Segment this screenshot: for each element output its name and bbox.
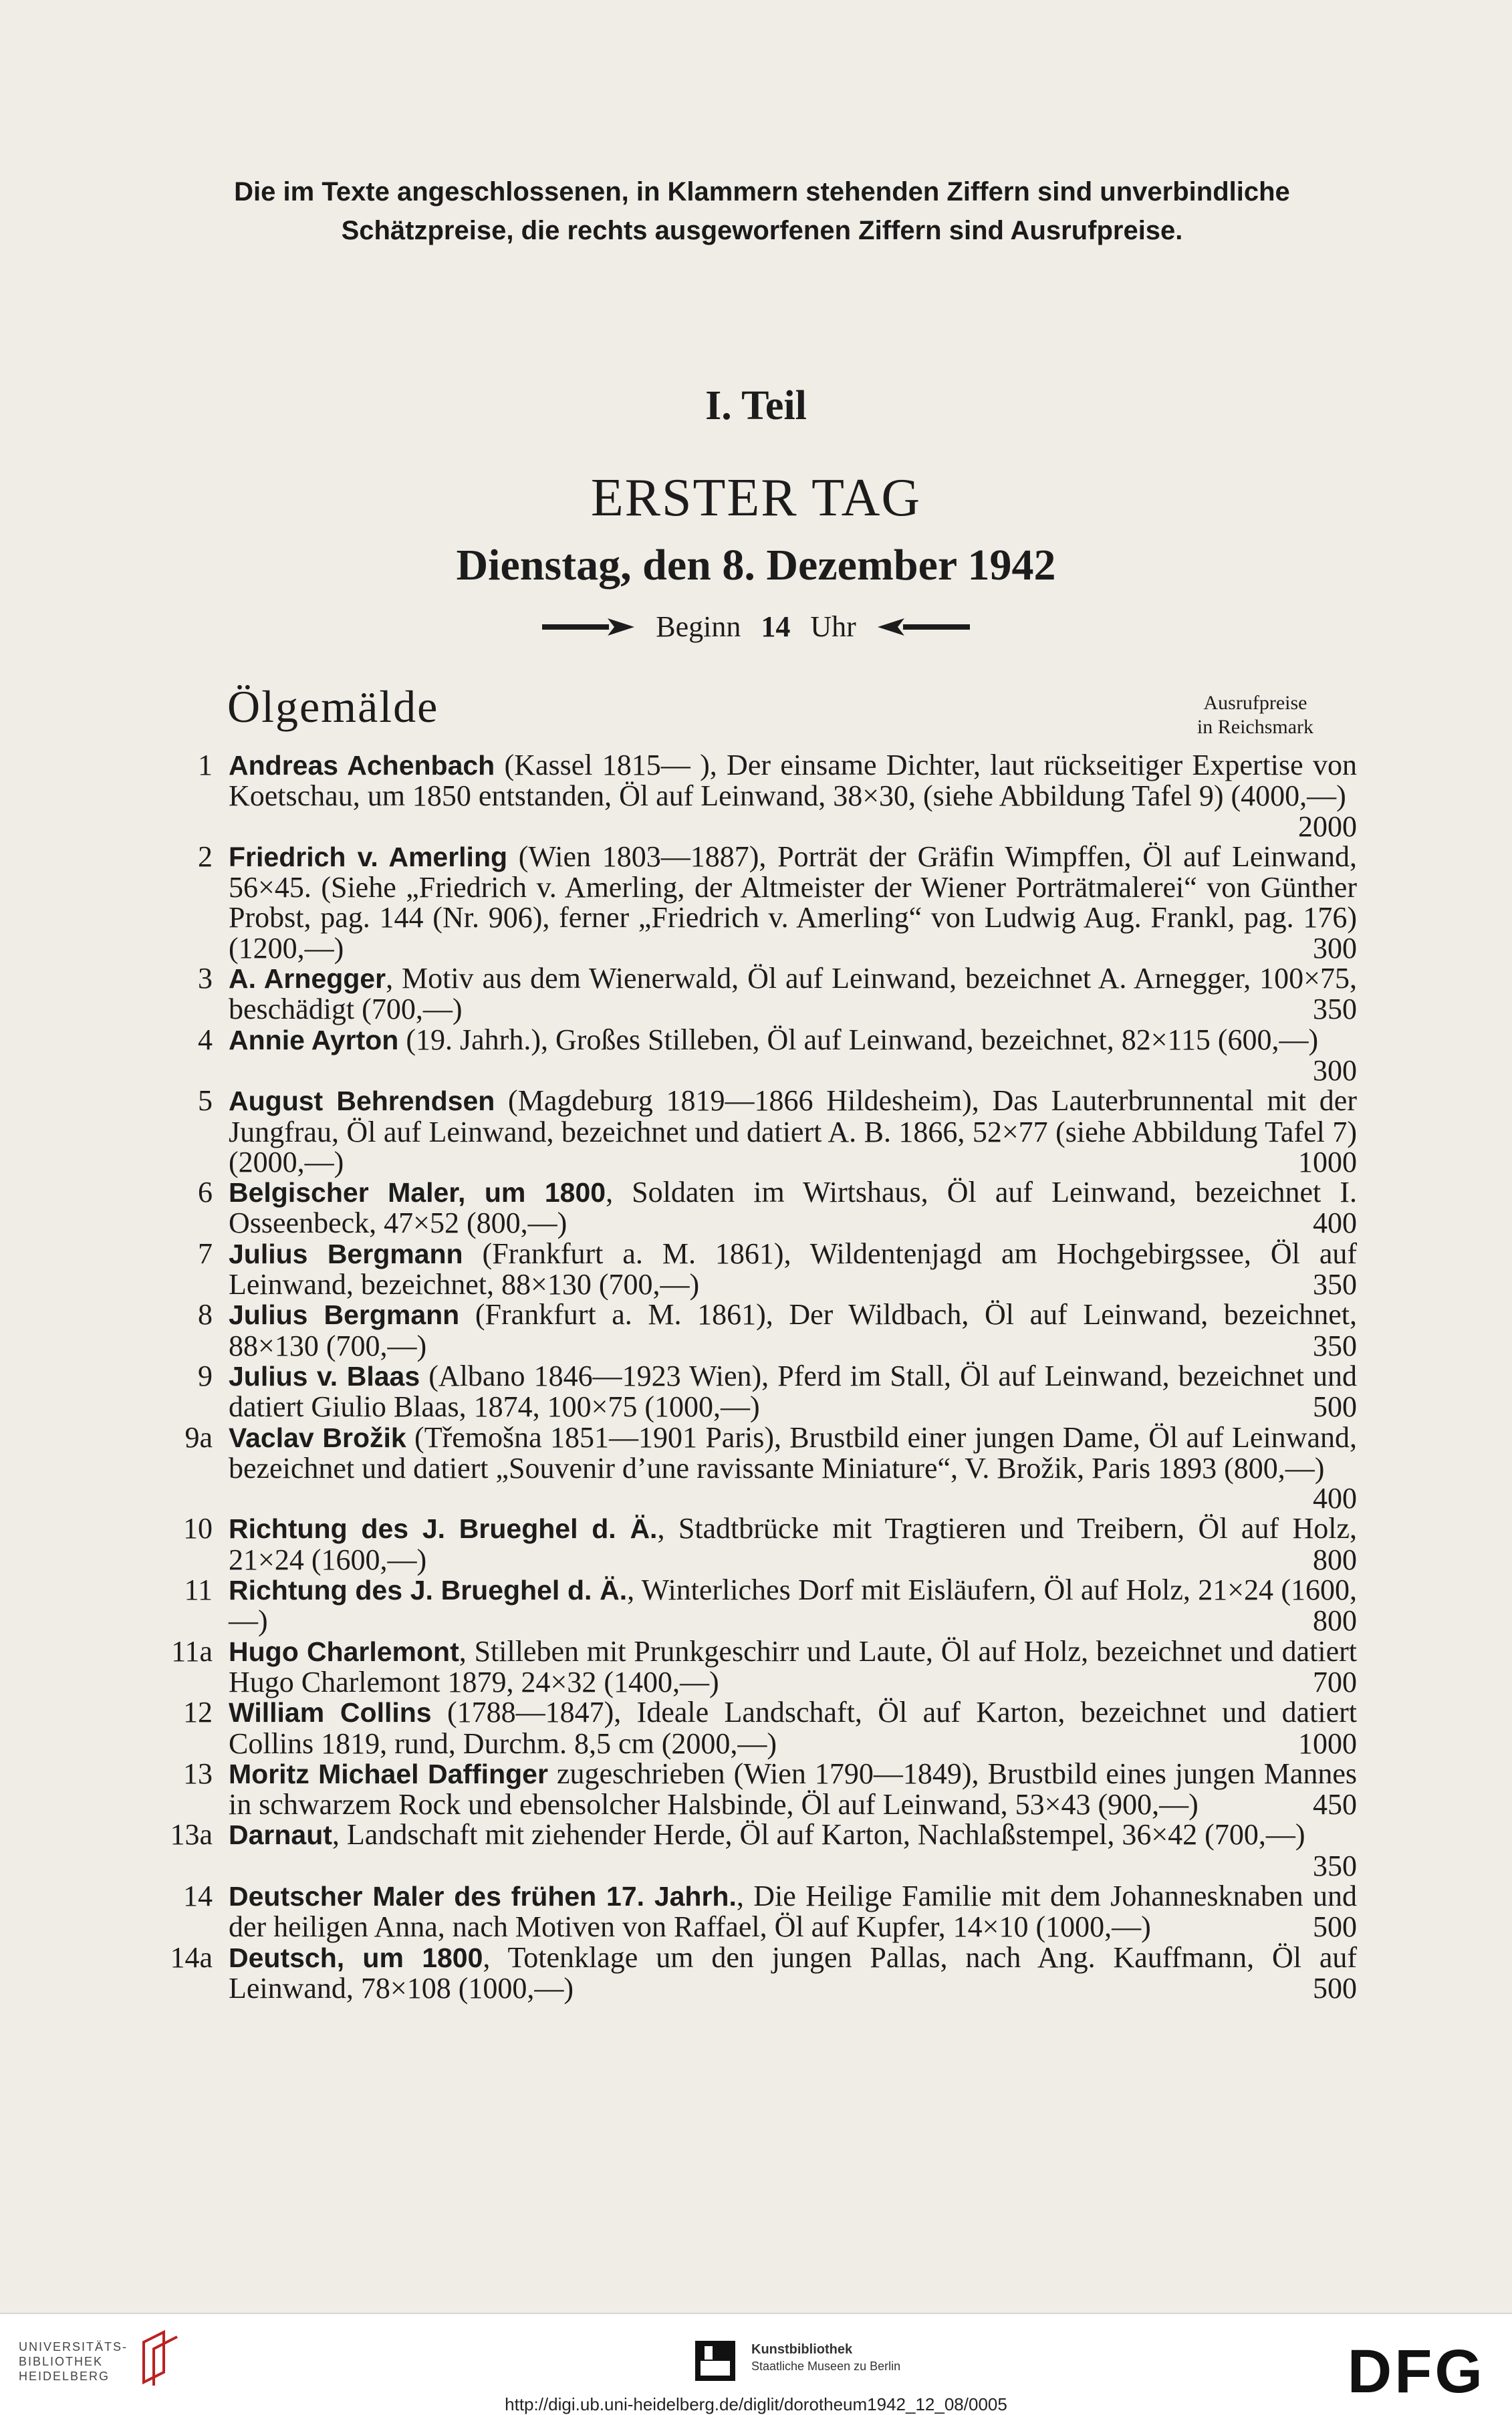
- lot-price: 700: [1313, 1665, 1357, 1698]
- lot-entry: [167, 1636, 1357, 1698]
- lot-description: [229, 842, 1357, 963]
- lot-details: , Soldaten im Wirtshaus, Öl auf Leinwand, bezeichnet I. Osseenbeck, 47×52 (800,—): [229, 1176, 1357, 1240]
- lot-description: [229, 1942, 1357, 2004]
- lot-description: [229, 1697, 1357, 1759]
- lot-price: 400: [1313, 1482, 1357, 1515]
- begin-time: [0, 610, 1512, 644]
- section-title: Ölgemälde: [227, 681, 439, 732]
- date-title: Dienstag, den 8. Dezember 1942: [456, 541, 1056, 590]
- lot-details: (Albano 1846—1923 Wien), Pferd im Stall, Öl auf Leinwand, bezeichnet und datiert Giulio Blaas, 1874, 100×75 (1000,—): [229, 1359, 1357, 1424]
- lot-price: 450: [1313, 1788, 1357, 1821]
- lot-description: [229, 1819, 1357, 1881]
- lot-number: 9a: [184, 1420, 213, 1454]
- lot-entry: [167, 1177, 1357, 1239]
- lot-entry: [167, 1299, 1357, 1361]
- arrow-left-icon: [876, 617, 970, 637]
- lot-price: 350: [1313, 1329, 1357, 1362]
- day-title: ERSTER TAG: [590, 469, 922, 527]
- lot-entry: [167, 842, 1357, 963]
- lot-price: 500: [1313, 1971, 1357, 2005]
- lot-price: 300: [1313, 1053, 1357, 1087]
- lot-number: 11: [184, 1573, 213, 1607]
- lot-description: [229, 1881, 1357, 1942]
- lot-details: (Frankfurt a. M. 1861), Wildentenjagd am Hochgebirgssee, Öl auf Leinwand, bezeichnet, 88×130 (700,—): [229, 1237, 1357, 1301]
- lot-artist: Richtung des J. Brueghel d. Ä.: [229, 1575, 628, 1606]
- lot-details: , Die Heilige Familie mit dem Johannesknaben und der heiligen Anna, nach Motiven von Raffael, Öl auf Kupfer, 14×10 (1000,—): [229, 1879, 1357, 1944]
- begin-hour: 14: [761, 610, 791, 643]
- lot-number: 2: [198, 840, 213, 873]
- lot-details: , Motiv aus dem Wienerwald, Öl auf Leinwand, bezeichnet A. Arnegger, 100×75, beschädigt (700,—): [229, 962, 1357, 1026]
- university-logo-icon: [137, 2329, 184, 2389]
- university-line: BIBLIOTHEK: [19, 2355, 104, 2368]
- lot-description: [229, 1361, 1357, 1422]
- lot-entry: [167, 1025, 1357, 1086]
- lot-number: 9: [198, 1359, 213, 1392]
- lot-description: [229, 1513, 1357, 1575]
- kunstbibliothek-label: [751, 2341, 900, 2374]
- lot-description: [229, 963, 1357, 1025]
- lot-price: 400: [1313, 1206, 1357, 1240]
- lot-artist: Julius Bergmann: [229, 1238, 463, 1269]
- lot-details: (1788—1847), Ideale Landschaft, Öl auf Karton, bezeichnet und datiert Collins 1819, rund, Durchm. 8,5 cm (2000,—): [229, 1696, 1357, 1760]
- lot-number: 8: [198, 1298, 213, 1331]
- lot-description: [229, 750, 1357, 842]
- lot-description: [229, 1177, 1357, 1239]
- lot-entry: [167, 1575, 1357, 1636]
- lot-artist: Deutscher Maler des frühen 17. Jahrh.: [229, 1880, 737, 1912]
- lot-artist: Darnaut: [229, 1819, 332, 1851]
- lot-description: [229, 1759, 1357, 1820]
- lot-artist: Friedrich v. Amerling: [229, 841, 508, 872]
- lot-list: [167, 750, 1357, 2003]
- lot-artist: Julius v. Blaas: [229, 1360, 420, 1392]
- lot-artist: Richtung des J. Brueghel d. Ä.: [229, 1513, 658, 1545]
- lot-details: (Magdeburg 1819—1866 Hildesheim), Das Lauterbrunnental mit der Jungfrau, Öl auf Leinwand, bezeichnet und datiert A. B. 1866, 52×77 (siehe Abbildung Tafel 7) (2000,—): [229, 1084, 1357, 1178]
- begin-label: Beginn: [656, 610, 741, 643]
- lot-artist: Andreas Achenbach: [229, 750, 495, 781]
- price-header-line2: in Reichsmark: [1196, 716, 1314, 738]
- lot-number: 4: [198, 1023, 213, 1056]
- kunstbibliothek-logo-icon: [695, 2341, 735, 2381]
- lot-details: (19. Jahrh.), Großes Stilleben, Öl auf Leinwand, bezeichnet, 82×115 (600,—): [398, 1023, 1319, 1056]
- lot-description: [229, 1025, 1357, 1086]
- lot-price: 1000: [1298, 1727, 1357, 1760]
- price-column-header: [1155, 691, 1356, 739]
- lot-entry: [167, 1422, 1357, 1514]
- lot-details: , Totenklage um den jungen Pallas, nach Ang. Kauffmann, Öl auf Leinwand, 78×108 (1000,—): [229, 1940, 1358, 2005]
- university-line: UNIVERSITÄTS-: [19, 2340, 128, 2354]
- footer-bar: [0, 2313, 1512, 2415]
- lot-entry: [167, 1759, 1357, 1820]
- lot-details: , Stadtbrücke mit Tragtieren und Treibern, Öl auf Holz, 21×24 (1600,—): [229, 1512, 1358, 1576]
- price-header-line1: Ausrufpreise: [1203, 692, 1307, 714]
- lot-number: 13: [183, 1757, 213, 1790]
- lot-entry: [167, 1361, 1357, 1422]
- lot-number: 12: [183, 1696, 213, 1729]
- part-title: I. Teil: [705, 383, 807, 428]
- lot-number: 14a: [170, 1940, 213, 1974]
- lot-entry: [167, 1819, 1357, 1881]
- lot-price: 350: [1313, 1268, 1357, 1301]
- lot-number: 13a: [170, 1818, 213, 1852]
- begin-unit: Uhr: [810, 610, 856, 643]
- lot-number: 14: [183, 1879, 213, 1912]
- university-line: HEIDELBERG: [19, 2370, 110, 2383]
- university-library-name: [19, 2339, 128, 2384]
- lot-price: 2000: [1298, 809, 1357, 843]
- lot-number: 11a: [171, 1634, 213, 1668]
- lot-price: 350: [1313, 1849, 1357, 1882]
- lot-price: 800: [1313, 1543, 1357, 1576]
- dfg-logo: DFG: [1347, 2337, 1485, 2406]
- lot-number: 1: [198, 749, 213, 781]
- lot-details: (Wien 1803—1887), Porträt der Gräfin Wimpffen, Öl auf Leinwand, 56×45. (Siehe „Friedrich v. Amerling, der Altmeister der Wiener Porträtmalerei“ von Günther Probst, pag. 144 (Nr. 906), ferner „Friedrich v. Amerling“ von Ludwig Aug. Frankl, pag. 176) (1200,—): [229, 840, 1357, 965]
- lot-description: [229, 1636, 1357, 1698]
- lot-entry: [167, 1942, 1357, 2004]
- lot-description: [229, 1422, 1357, 1514]
- source-url[interactable]: http://digi.ub.uni-heidelberg.de/diglit/dorotheum1942_12_08/0005: [505, 2394, 1007, 2414]
- lot-entry: [167, 1239, 1357, 1300]
- lot-artist: William Collins: [229, 1697, 432, 1729]
- header-note: Die im Texte angeschlossenen, in Klammern stehenden Ziffern sind unverbindliche Schätzpreise, die rechts ausgeworfenen Ziffern sind Ausrufpreise.: [234, 177, 1290, 245]
- lot-number: 5: [198, 1084, 213, 1118]
- lot-entry: [167, 750, 1357, 842]
- lot-entry: [167, 1513, 1357, 1575]
- lot-details: (Třemošna 1851—1901 Paris), Brustbild einer jungen Dame, Öl auf Leinwand, bezeichnet und datiert „Souvenir d’une ravissante Miniature“, V. Brožik, Paris 1893 (800,—): [229, 1420, 1357, 1485]
- lot-entry: [167, 1086, 1357, 1177]
- lot-price: 300: [1313, 931, 1357, 965]
- lot-entry: [167, 963, 1357, 1025]
- lot-details: zugeschrieben (Wien 1790—1849), Brustbild eines jungen Mannes in schwarzem Rock und ebensolcher Halsbinde, Öl auf Leinwand, 53×43 (900,—): [229, 1757, 1357, 1821]
- lot-entry: [167, 1881, 1357, 1942]
- lot-description: [229, 1239, 1357, 1300]
- lot-number: 10: [183, 1512, 213, 1545]
- lot-details: (Kassel 1815— ), Der einsame Dichter, laut rückseitiger Expertise von Koetschau, um 1850 entstanden, Öl auf Leinwand, 38×30, (siehe Abbildung Tafel 9) (4000,—): [229, 749, 1357, 813]
- lot-artist: A. Arnegger: [229, 963, 386, 995]
- lot-artist: August Behrendsen: [229, 1086, 495, 1117]
- arrow-right-icon: [542, 617, 636, 637]
- lot-description: [229, 1086, 1357, 1177]
- lot-details: , Winterliches Dorf mit Eisläufern, Öl auf Holz, 21×24 (1600,—): [229, 1573, 1357, 1638]
- lot-artist: Hugo Charlemont: [229, 1636, 459, 1667]
- lot-description: [229, 1299, 1357, 1361]
- lot-number: 7: [198, 1237, 213, 1270]
- lot-details: (Frankfurt a. M. 1861), Der Wildbach, Öl auf Leinwand, bezeichnet, 88×130 (700,—): [229, 1298, 1358, 1362]
- lot-artist: Julius Bergmann: [229, 1299, 460, 1331]
- kb-sub: Staatliche Museen zu Berlin: [751, 2360, 901, 2373]
- lot-price: 350: [1313, 993, 1357, 1026]
- lot-description: [229, 1575, 1357, 1636]
- lot-artist: Belgischer Maler, um 1800: [229, 1177, 606, 1209]
- lot-number: 6: [198, 1176, 213, 1209]
- lot-entry: [167, 1697, 1357, 1759]
- lot-details: , Landschaft mit ziehender Herde, Öl auf Karton, Nachlaßstempel, 36×42 (700,—): [332, 1818, 1305, 1852]
- kb-name: Kunstbibliothek: [751, 2342, 853, 2357]
- lot-number: 3: [198, 962, 213, 995]
- lot-artist: Vaclav Brožik: [229, 1422, 406, 1453]
- lot-price: 500: [1313, 1910, 1357, 1944]
- lot-price: 1000: [1298, 1145, 1357, 1178]
- lot-price: 500: [1313, 1390, 1357, 1424]
- lot-artist: Deutsch, um 1800: [229, 1942, 483, 1973]
- lot-artist: Annie Ayrton: [229, 1024, 399, 1055]
- lot-artist: Moritz Michael Daffinger: [229, 1758, 548, 1789]
- lot-details: , Stilleben mit Prunkgeschirr und Laute, Öl auf Holz, bezeichnet und datiert Hugo Charlemont 1879, 24×32 (1400,—): [229, 1634, 1357, 1698]
- lot-price: 800: [1313, 1604, 1357, 1638]
